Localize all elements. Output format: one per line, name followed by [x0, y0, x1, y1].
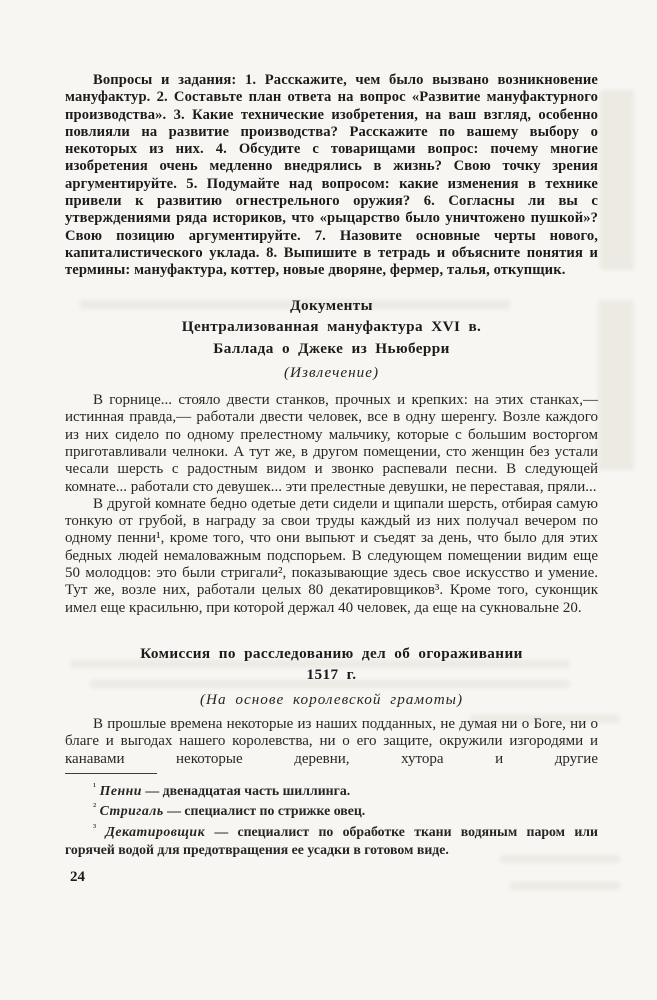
footnote-1: [65, 779, 598, 800]
questions-text: 1. Расскажите, чем было вызвано возникновение мануфактур. 2. Составьте план ответа на вопрос «Развитие мануфактурного производства». 3. Какие технические изобретения, на ваш взгляд, особенно повлияли на развитие производства? Расскажите по вашему выбору о некоторых из них. 4. Обсудите с товарищами вопрос: почему многие изобретения очень медленно внедрялись в жизнь? Свою точку зрения аргументируйте. 5. Подумайте над вопросом: какие изменения в технике привели к развитию огнестрельного оружия? 6. Согласны ли вы с утверждениями ряда историков, что «рыцарство было уничтожено пушкой»? Свою позицию аргументируйте. 7. Назовите основные черты нового, капиталистического уклада. 8. Выпишите в тетрадь и объясните понятия и термины: мануфактура, коттер, новые дворяне, фермер, талья, откупщик.: [65, 72, 598, 279]
ballad-paragraph-2: В другой комнате бедно одетые дети сидели и щипали шерсть, отбирая самую тонкую от грубой, в награду за свои труды каждый из них получал вечером по одному пенни¹, кроме того, что они выпьют и съедят за день, что было для этих бедных людей немаловажным подспорьем. В следующем помещении видим еще 50 молодцов: это были стригали², показывающие здесь свое искусство и умение. Тут же, возле них, работали целых 80 декатировщиков³. Кроме того, суконщик имел еще красильню, при которой держал 40 человек, да еще на сукновальне 20.: [65, 495, 598, 616]
footnote-3-term: Декатировщик: [105, 824, 206, 839]
footnote-3-text: — специалист по обработке ткани водяным паром или горячей водой для предотвращения ее усадки в готовом виде.: [65, 824, 599, 857]
footnote-3: [65, 820, 598, 858]
footnote-2-text: — специалист по стрижке овец.: [167, 803, 366, 819]
commission-heading: Комиссия по расследованию дел об огораживании: [140, 644, 523, 662]
page-number: 24: [70, 869, 85, 886]
excerpt-subtitle: (Извлечение): [284, 364, 379, 382]
commission-date: 1517 г.: [306, 666, 357, 684]
ballad-title: Баллада о Джеке из Ньюберри: [213, 339, 450, 357]
footnotes-block: [65, 779, 598, 858]
footnote-2-term: Стригаль: [99, 803, 164, 819]
questions-lead: Вопросы и задания:: [93, 72, 237, 88]
footnote-3-marker: ³: [93, 823, 97, 834]
commission-heading-block: [65, 643, 598, 710]
footnote-1-text: — двенадцатая часть шиллинга.: [145, 782, 351, 798]
commission-subtitle: (На основе королевской грамоты): [199, 690, 464, 708]
commission-paragraph: В прошлые времена некоторые из наших подданных, не думая ни о Боге, ни о благе и выгодах нашего королевства, ни о его защите, окружили изгородями и канавами некоторые деревни, хутора и другие: [65, 715, 598, 767]
footnote-2: [65, 799, 598, 820]
ballad-paragraph-1: В горнице... стояло двести станков, прочных и крепких: на этих станках,— истинная правда,— работали двести человек, все в одну шеренгу. Возле каждого из них сидело по одному прелестному мальчику, которые с большим восторгом приготавливали челноки. А тут же, в другом помещении, сто женщин без устали чесали шерсть с радостным видом и звонко распевали песни. В следующей комнате... работали сто девушек... эти прелестные девушки, не переставая, пряли...: [65, 392, 598, 495]
footnote-2-marker: ²: [93, 802, 97, 814]
footnote-divider: [65, 773, 157, 774]
documents-heading-block: [65, 295, 598, 384]
questions-paragraph: [65, 72, 598, 280]
footnote-1-term: Пенни: [99, 782, 142, 798]
manufactory-title: Централизованная мануфактура XVI в.: [181, 318, 482, 336]
documents-heading: Документы: [290, 296, 373, 314]
footnote-1-marker: ¹: [93, 781, 97, 793]
